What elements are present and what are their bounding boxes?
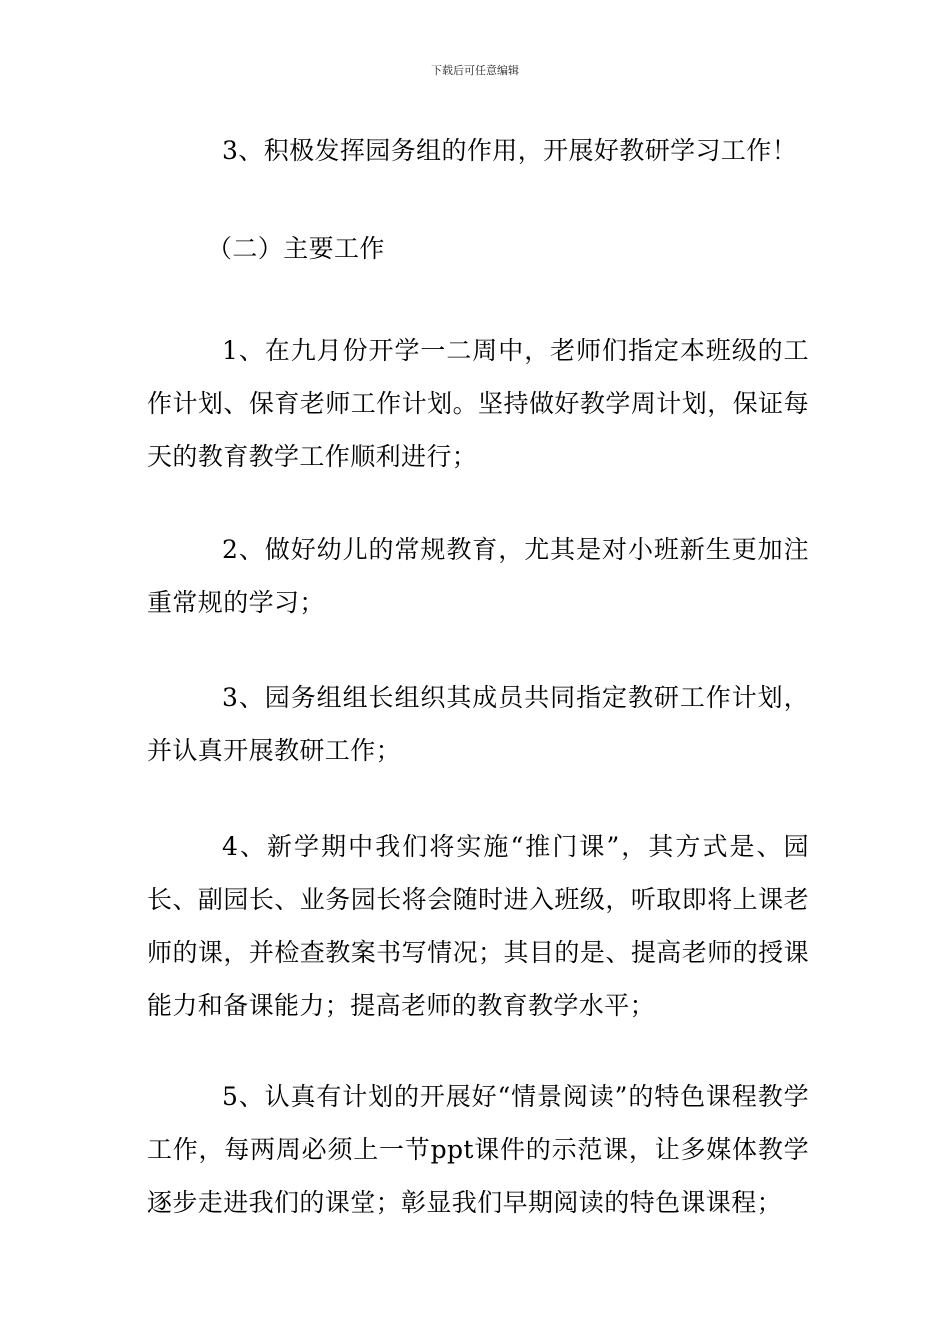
paragraph-4: 3、园务组组长组织其成员共同指定教研工作计划，并认真开展教研工作； bbox=[147, 683, 809, 765]
paragraph-5: 4、新学期中我们将实施“推门课”，其方式是、园长、副园长、业务园长将会随时进入班级，听取即将上课老师的课，并检查教案书写情况；其目的是、提高老师的授课能力和备课能力；提高老师的教育教学水平； bbox=[147, 832, 809, 1020]
paragraph-3: 2、做好幼儿的常规教育，尤其是对小班新生更加注重常规的学习； bbox=[147, 535, 809, 617]
paragraph-1: 3、积极发挥园务组的作用，开展好教研学习工作！ bbox=[222, 136, 798, 165]
paragraph-6: 5、认真有计划的开展好“情景阅读”的特色课程教学工作，每两周必须上一节ppt课件的示范课，让多媒体教学逐步走进我们的课堂；彰显我们早期阅读的特色课课程； bbox=[147, 1082, 809, 1217]
page-header: 下载后可任意编辑 bbox=[431, 64, 519, 77]
section-heading: （二）主要工作 bbox=[207, 234, 385, 263]
paragraph-2: 1、在九月份开学一二周中，老师们指定本班级的工作计划、保育老师工作计划。坚持做好教学周计划，保证每天的教育教学工作顺利进行； bbox=[147, 336, 809, 471]
